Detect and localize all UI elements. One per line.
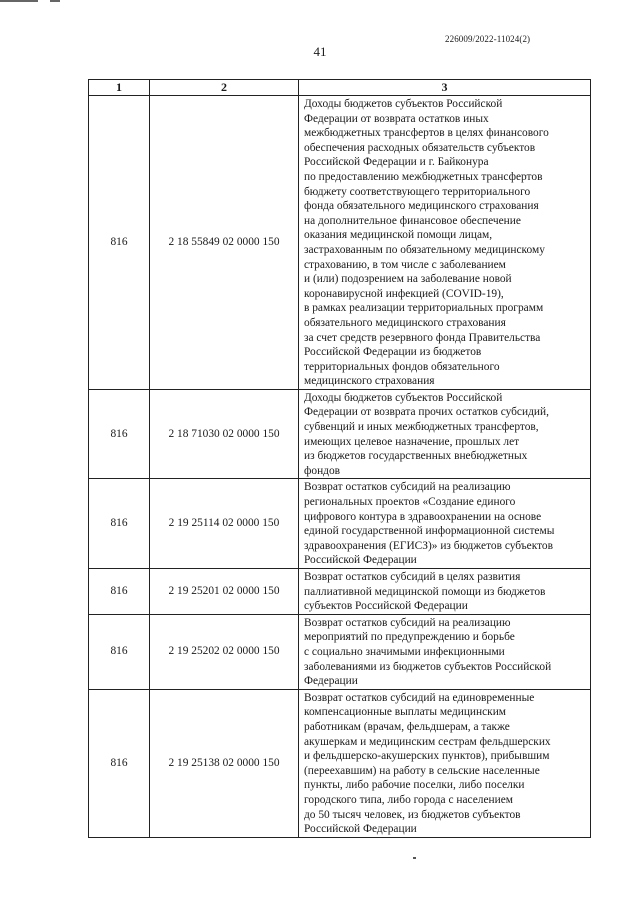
table-row xyxy=(89,479,591,569)
document-number: 226009/2022-11024(2) xyxy=(445,34,531,44)
column-header: 1 xyxy=(89,80,150,96)
budget-code-cell: 2 19 25138 02 0000 150 xyxy=(150,689,299,837)
column-header: 2 xyxy=(150,80,299,96)
admin-code-cell: 816 xyxy=(89,479,150,569)
admin-code-cell: 816 xyxy=(89,614,150,689)
description-cell: Доходы бюджетов субъектов Российской Федерации от возврата прочих остатков субсидий, субвенций и иных межбюджетных трансфертов, имеющих целевое назначение, прошлых лет из бюджетов государственных внебюджетных фондов xyxy=(299,389,591,479)
budget-code-cell: 2 18 55849 02 0000 150 xyxy=(150,96,299,390)
description-cell: Доходы бюджетов субъектов Российской Федерации от возврата остатков иных межбюджетных трансфертов в целях финансового обеспечения расходных обязательств субъектов Российской Федерации и г. Байконура по предоставлению межбюджетных трансфертов бюджету соответствующего территориального фонда обязательного медицинского страхования на дополнительное финансовое обеспечение оказания медицинской помощи лицам, застрахованным по обязательному медицинскому страхованию, в том числе с заболеванием и (или) подозрением на заболевание новой коронавирусной инфекцией (COVID-19), в рамках реализации территориальных программ обязательного медицинского страхования за счет средств резервного фонда Правительства Российской Федерации из бюджетов территориальных фондов обязательного медицинского страхования xyxy=(299,96,591,390)
admin-code-cell: 816 xyxy=(89,689,150,837)
table-row xyxy=(89,614,591,689)
table-row xyxy=(89,389,591,479)
column-header: 3 xyxy=(299,80,591,96)
admin-code-cell: 816 xyxy=(89,389,150,479)
table-row xyxy=(89,96,591,390)
scan-artifact xyxy=(0,0,38,2)
description-cell: Возврат остатков субсидий на реализацию региональных проектов «Создание единого цифрового контура в здравоохранении на основе единой государственной информационной системы здравоохранения (ЕГИСЗ)» из бюджетов субъектов Российской Федерации xyxy=(299,479,591,569)
table-row xyxy=(89,689,591,837)
description-cell: Возврат остатков субсидий в целях развития паллиативной медицинской помощи из бюджетов субъектов Российской Федерации xyxy=(299,569,591,615)
admin-code-cell: 816 xyxy=(89,569,150,615)
scan-artifact xyxy=(50,0,60,2)
scan-artifact xyxy=(413,857,416,859)
admin-code-cell: 816 xyxy=(89,96,150,390)
budget-code-cell: 2 18 71030 02 0000 150 xyxy=(150,389,299,479)
table-row xyxy=(89,569,591,615)
description-cell: Возврат остатков субсидий на реализацию мероприятий по предупреждению и борьбе с социально значимыми инфекционными заболеваниями из бюджетов субъектов Российской Федерации xyxy=(299,614,591,689)
budget-code-cell: 2 19 25201 02 0000 150 xyxy=(150,569,299,615)
description-cell: Возврат остатков субсидий на единовременные компенсационные выплаты медицинским работникам (врачам, фельдшерам, а также акушеркам и медицинским сестрам фельдшерских и фельдшерско-акушерских пунктов), прибывшим (переехавшим) на работу в сельские населенные пункты, либо рабочие поселки, либо поселки городского типа, либо города с населением до 50 тысяч человек, из бюджетов субъектов Российской Федерации xyxy=(299,689,591,837)
budget-code-cell: 2 19 25202 02 0000 150 xyxy=(150,614,299,689)
page-number: 41 xyxy=(313,44,327,59)
budget-code-cell: 2 19 25114 02 0000 150 xyxy=(150,479,299,569)
budget-codes-table xyxy=(88,79,591,838)
table-header-row xyxy=(89,80,591,96)
